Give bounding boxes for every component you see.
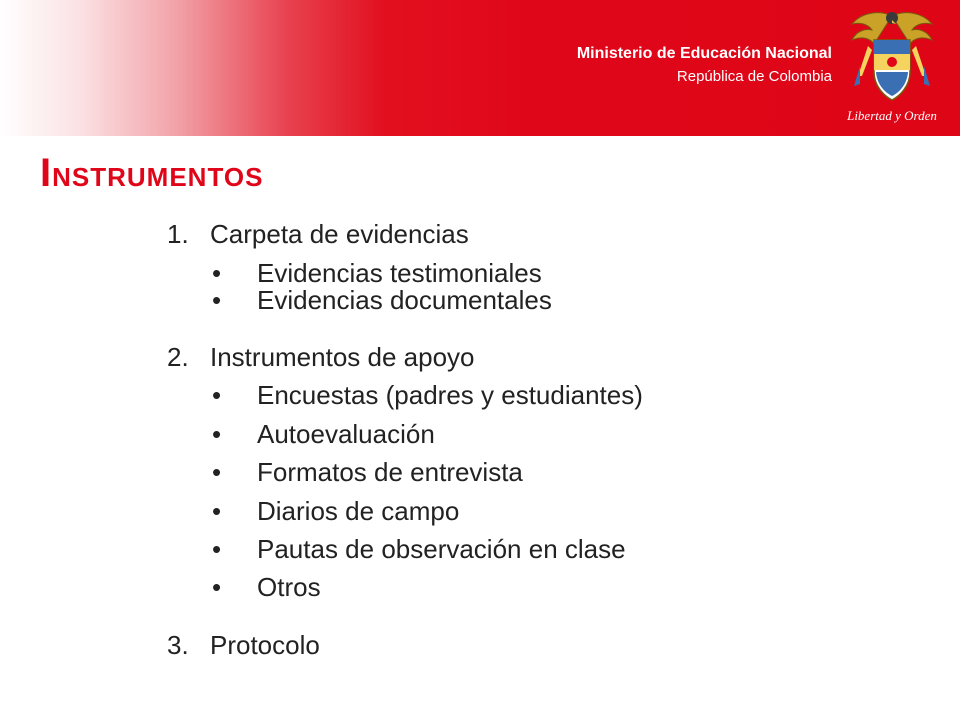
- list-item: Formatos de entrevista: [257, 457, 523, 487]
- country-name: República de Colombia: [676, 68, 832, 85]
- section-number: 3.: [167, 630, 189, 660]
- list-item: Autoevaluación: [257, 419, 435, 449]
- motto: Libertad y Orden: [847, 108, 937, 123]
- title-rest: NSTRUMENTOS: [52, 162, 264, 192]
- bullet-marker: •: [212, 419, 222, 449]
- list-item: Encuestas (padres y estudiantes): [257, 380, 643, 410]
- bullet-marker: •: [212, 258, 222, 288]
- bullet-marker: •: [212, 534, 222, 564]
- bullet-marker: •: [212, 285, 222, 315]
- list-item: Pautas de observación en clase: [257, 534, 626, 564]
- section-label: Protocolo: [210, 630, 320, 660]
- bullet-marker: •: [212, 572, 222, 602]
- title-first-letter: I: [40, 151, 53, 195]
- bullet-marker: •: [212, 380, 222, 410]
- list-item: Evidencias testimoniales: [257, 258, 542, 288]
- section-label: Instrumentos de apoyo: [210, 342, 475, 372]
- list-item: Otros: [257, 572, 321, 602]
- section-number: 2.: [167, 342, 189, 372]
- list-item: Diarios de campo: [257, 496, 460, 526]
- bullet-marker: •: [212, 457, 222, 487]
- section-number: 1.: [167, 219, 189, 249]
- ministry-name: Ministerio de Educación Nacional: [576, 45, 832, 62]
- section-label: Carpeta de evidencias: [210, 219, 469, 249]
- list-item: Evidencias documentales: [257, 285, 552, 315]
- bullet-marker: •: [212, 496, 222, 526]
